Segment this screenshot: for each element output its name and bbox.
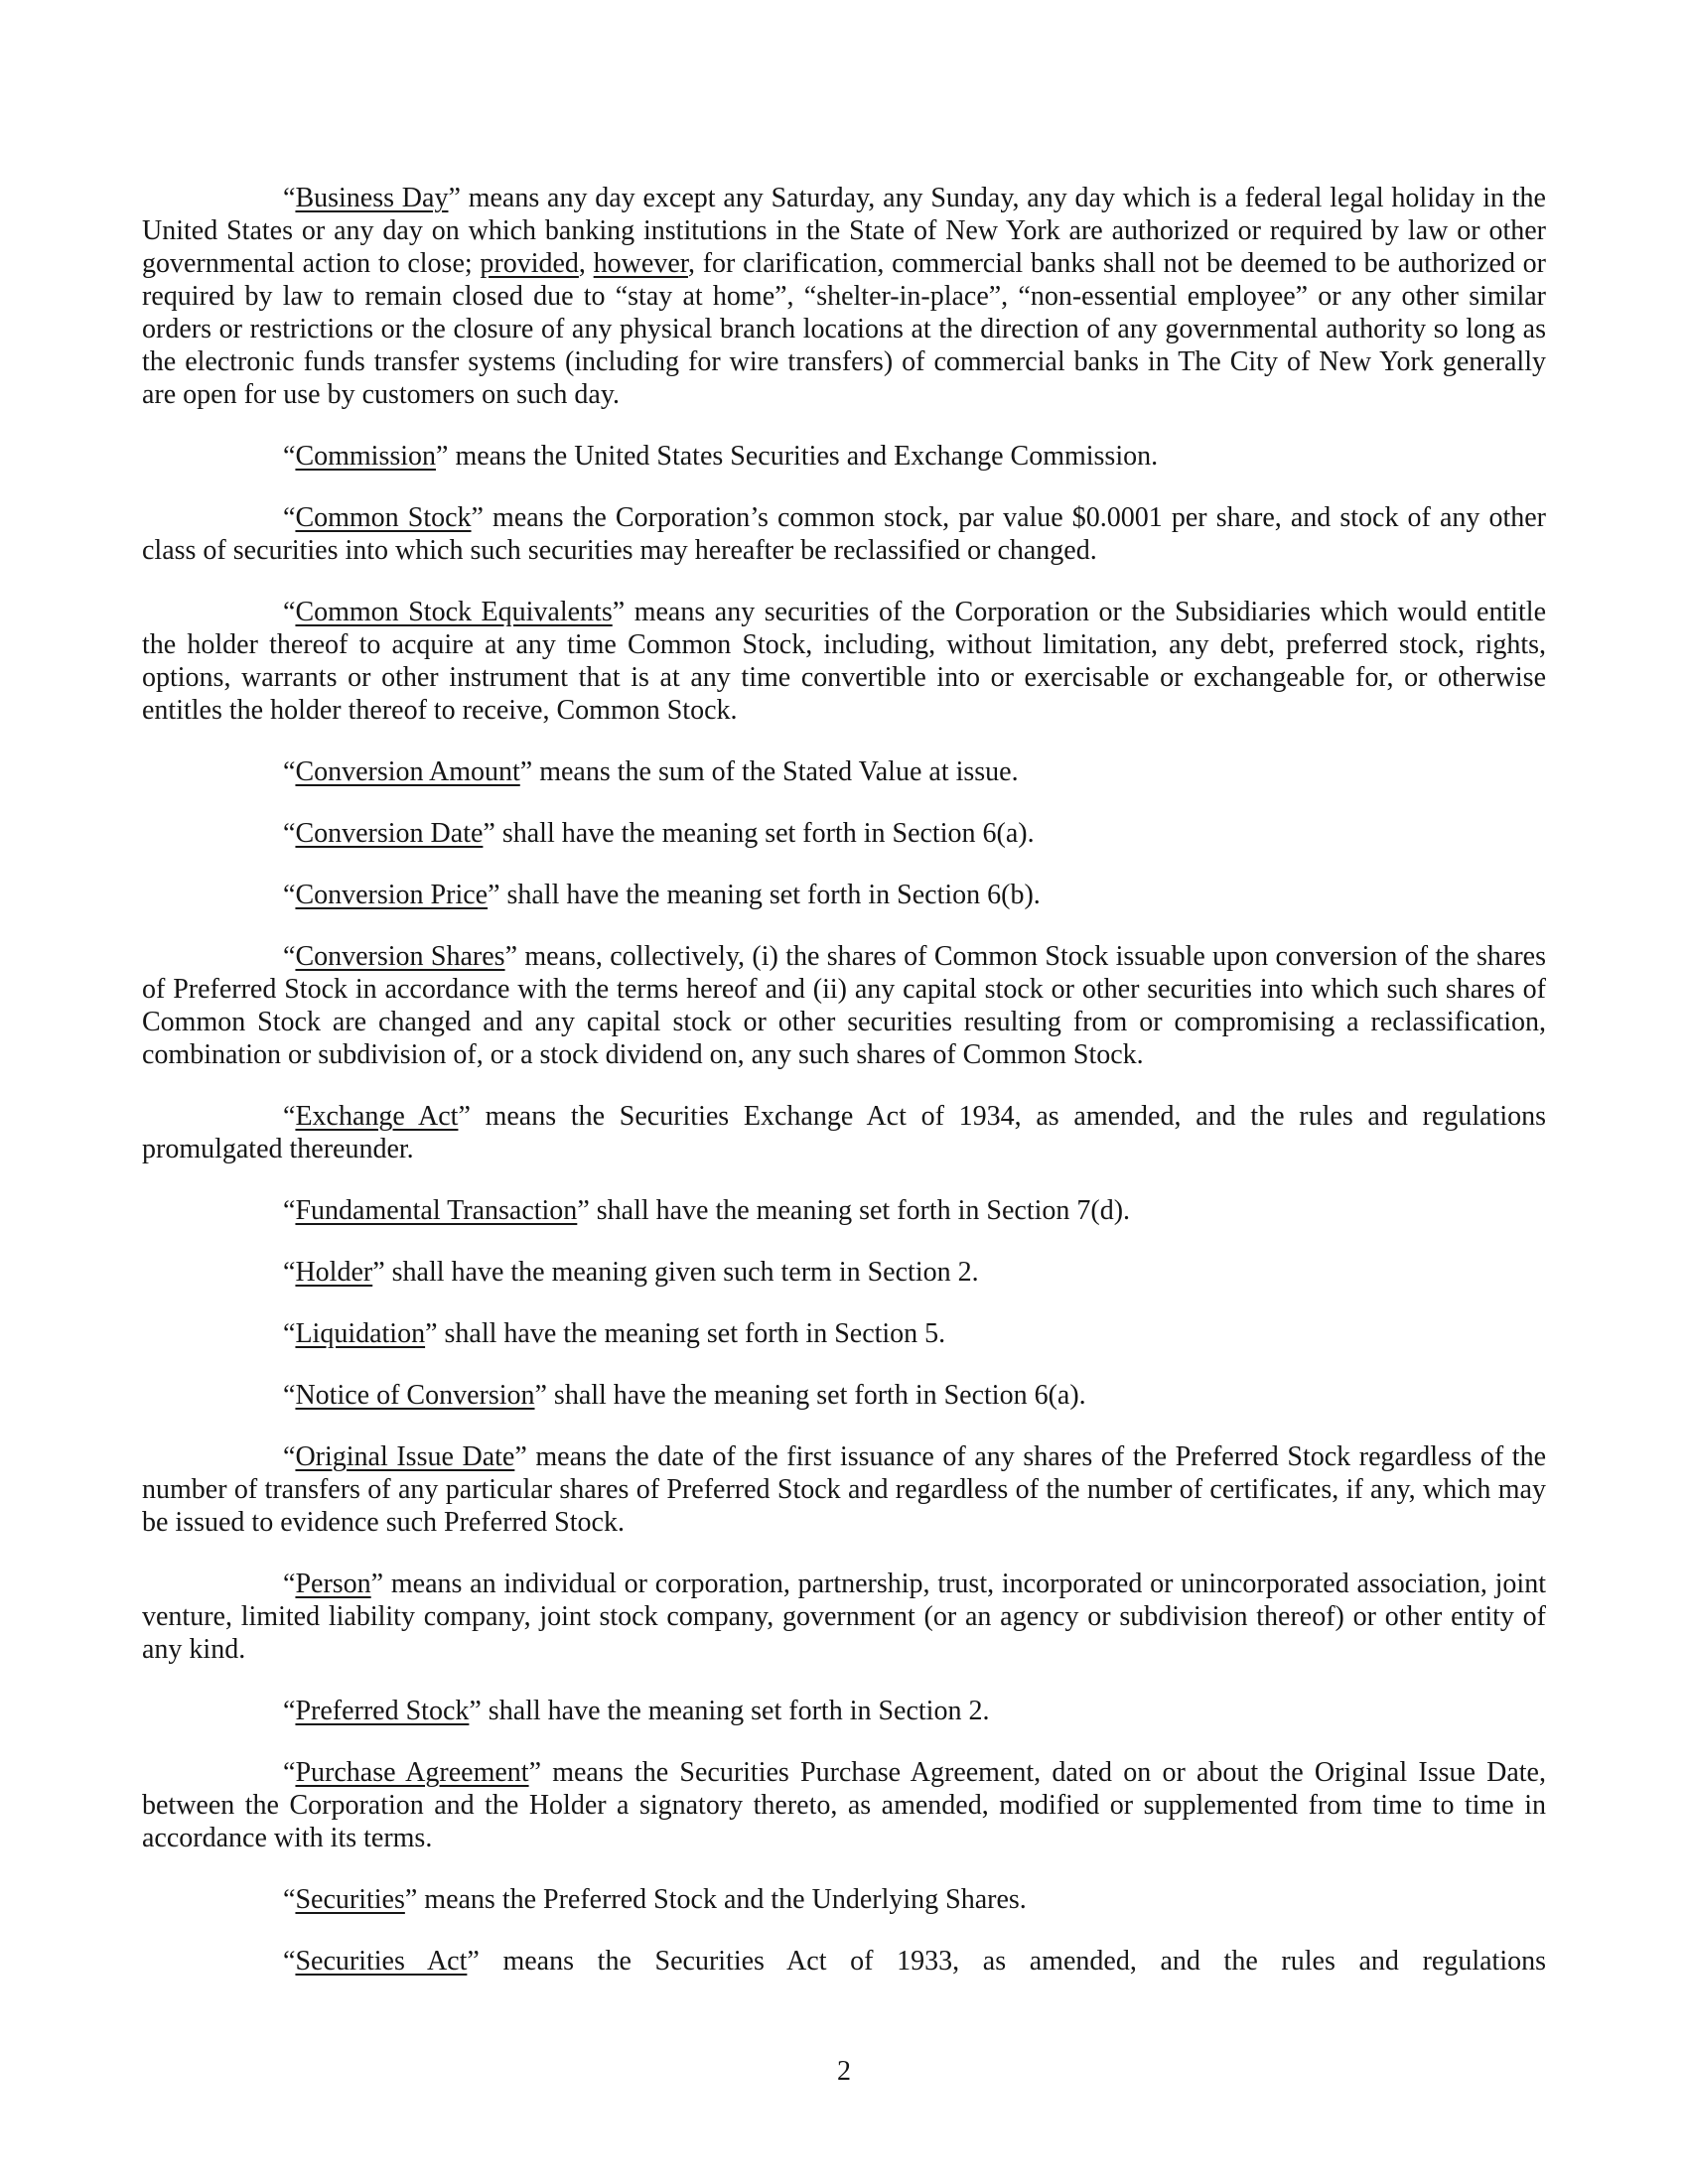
definition-paragraph-liquidation — [142, 1317, 1546, 1350]
definition-paragraph-conversion-date — [142, 817, 1546, 850]
body-text: ” means the Securities Exchange Act of 1934, as amended, and the rules and regulations promulgated thereunder. — [142, 1101, 1546, 1164]
body-text: ” shall have the meaning set forth in Section 7(d). — [577, 1195, 1131, 1226]
definitions-list — [142, 182, 1546, 2006]
body-text: “ — [283, 1884, 296, 1915]
definition-paragraph-commission — [142, 440, 1546, 473]
definition-paragraph-purchase-agreement — [142, 1756, 1546, 1854]
defined-term: Fundamental Transaction — [295, 1195, 578, 1226]
defined-term: however — [593, 248, 688, 279]
body-text: ” means any securities of the Corporation or the Subsidiaries which would entitle the holder thereof to acquire at any time Common Stock, including, without limitation, any debt, preferred stock, rights, options, warrants or other instrument that is at any time convertible into or exercisable or exchangeable for, or otherwise entitles the holder thereof to receive, Common Stock. — [142, 597, 1546, 726]
defined-term: Commission — [295, 441, 437, 472]
body-text: ” shall have the meaning set forth in Section 2. — [469, 1696, 990, 1726]
body-text: ” means the date of the first issuance of any shares of the Preferred Stock regardless of the number of transfers of any particular shares of Preferred Stock and regardless of the number of certificates, if any, which may be issued to evidence such Preferred Stock. — [142, 1441, 1546, 1538]
body-text: “ — [283, 1696, 296, 1726]
body-text: , — [578, 248, 594, 279]
definition-paragraph-securities — [142, 1883, 1546, 1916]
body-text: ” means the United States Securities and Exchange Commission. — [436, 441, 1159, 472]
defined-term: Securities Act — [295, 1946, 468, 1977]
body-text: “ — [283, 818, 296, 849]
defined-term: Preferred Stock — [295, 1696, 470, 1726]
body-text: “ — [283, 1946, 296, 1977]
body-text: “ — [283, 441, 296, 472]
defined-term: Conversion Price — [295, 880, 489, 910]
defined-term: Conversion Date — [295, 818, 484, 849]
body-text: “ — [283, 1101, 296, 1132]
body-text: ” means any day except any Saturday, any Sunday, any day which is a federal legal holiday in the United States or any day on which banking institutions in the State of New York are authorized or required by law or other governmental action to close; — [142, 183, 1546, 279]
definition-paragraph-securities-act — [142, 1945, 1546, 1978]
definition-paragraph-holder — [142, 1256, 1546, 1289]
body-text: “ — [283, 1257, 296, 1288]
definition-paragraph-conversion-amount — [142, 755, 1546, 788]
definition-paragraph-preferred-stock — [142, 1695, 1546, 1727]
definition-paragraph-conversion-shares — [142, 940, 1546, 1071]
body-text: ” shall have the meaning set forth in Section 6(a). — [483, 818, 1035, 849]
defined-term: Common Stock — [295, 502, 472, 533]
definition-paragraph-common-stock-equivalents — [142, 596, 1546, 727]
definition-paragraph-original-issue-date — [142, 1440, 1546, 1539]
body-text: ” means the Securities Purchase Agreement, dated on or about the Original Issue Date, between the Corporation and the Holder a signatory thereto, as amended, modified or supplemented from time to time in accordance with its terms. — [142, 1757, 1546, 1853]
body-text: “ — [283, 756, 296, 787]
body-text: ” means the Corporation’s common stock, par value $0.0001 per share, and stock of any other class of securities into which such securities may hereafter be reclassified or changed. — [142, 502, 1546, 566]
definition-paragraph-business-day — [142, 182, 1546, 411]
body-text: , for clarification, commercial banks shall not be deemed to be authorized or required by law to remain closed due to “stay at home”, “shelter-in-place”, “non-essential employee” or any other similar orders or restrictions or the closure of any physical branch locations at the direction of any governmental authority so long as the electronic funds transfer systems (including for wire transfers) of commercial banks in The City of New York generally are open for use by customers on such day. — [142, 248, 1547, 410]
body-text: ” means the Securities Act of 1933, as amended, and the rules and regulations — [467, 1946, 1546, 1977]
defined-term: Conversion Amount — [295, 756, 520, 787]
defined-term: Business Day — [295, 183, 449, 213]
body-text: “ — [283, 597, 296, 627]
defined-term: Notice of Conversion — [295, 1380, 535, 1411]
body-text: “ — [283, 941, 296, 972]
body-text: “ — [283, 183, 296, 213]
body-text: ” shall have the meaning set forth in Section 6(b). — [488, 880, 1041, 910]
body-text: ” shall have the meaning given such term in Section 2. — [372, 1257, 979, 1288]
definition-paragraph-fundamental-transaction — [142, 1194, 1546, 1227]
page-number: 2 — [837, 2056, 851, 2087]
body-text: “ — [283, 880, 296, 910]
defined-term: Liquidation — [295, 1318, 426, 1349]
defined-term: Original Issue Date — [295, 1441, 515, 1472]
body-text: “ — [283, 1441, 296, 1472]
body-text: “ — [283, 502, 296, 533]
defined-term: Holder — [295, 1257, 373, 1288]
definition-paragraph-common-stock — [142, 501, 1546, 567]
body-text: “ — [283, 1569, 296, 1599]
body-text: ” means, collectively, (i) the shares of Common Stock issuable upon conversion of the shares of Preferred Stock in accordance with the terms hereof and (ii) any capital stock or other securities into which such shares of Common Stock are changed and any capital stock or other securities resulting from or compromising a reclassification, combination or subdivision of, or a stock dividend on, any such shares of Common Stock. — [142, 941, 1546, 1070]
defined-term: Person — [295, 1569, 371, 1599]
defined-term: Purchase Agreement — [295, 1757, 529, 1788]
definition-paragraph-exchange-act — [142, 1100, 1546, 1165]
body-text: “ — [283, 1195, 296, 1226]
body-text: “ — [283, 1318, 296, 1349]
defined-term: Common Stock Equivalents — [295, 597, 613, 627]
definition-paragraph-person — [142, 1568, 1546, 1666]
body-text: ” means the sum of the Stated Value at issue. — [519, 756, 1019, 787]
defined-term: Exchange Act — [295, 1101, 459, 1132]
body-text: ” shall have the meaning set forth in Section 6(a). — [534, 1380, 1086, 1411]
defined-term: provided — [480, 248, 579, 279]
defined-term: Securities — [295, 1884, 405, 1915]
body-text: “ — [283, 1757, 296, 1788]
definition-paragraph-conversion-price — [142, 879, 1546, 911]
definition-paragraph-notice-of-conversion — [142, 1379, 1546, 1412]
body-text: ” means the Preferred Stock and the Underlying Shares. — [404, 1884, 1027, 1915]
body-text: “ — [283, 1380, 296, 1411]
body-text: ” means an individual or corporation, partnership, trust, incorporated or unincorporated association, joint venture, limited liability company, joint stock company, government (or an agency or subdivision thereof) or other entity of any kind. — [142, 1569, 1546, 1665]
defined-term: Conversion Shares — [295, 941, 505, 972]
body-text: ” shall have the meaning set forth in Section 5. — [425, 1318, 946, 1349]
